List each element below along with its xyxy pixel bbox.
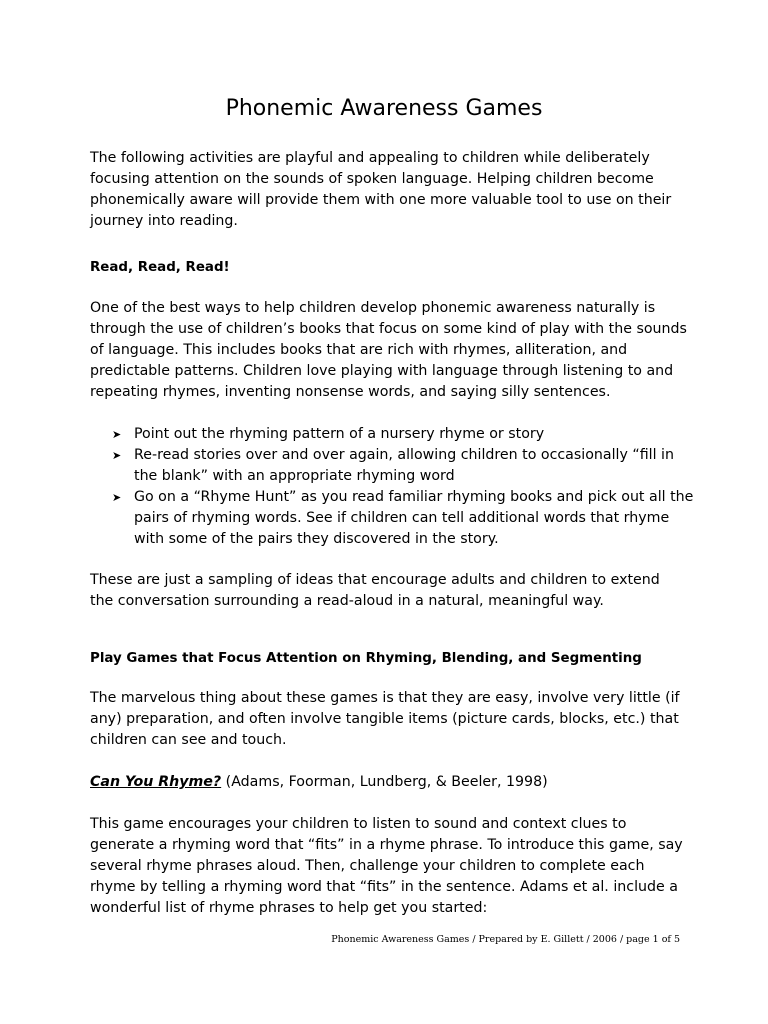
intro-line: focusing attention on the sounds of spoken language. Helping children become <box>90 171 654 187</box>
bullet-line: Go on a “Rhyme Hunt” as you read familiar rhyming books and pick out all the <box>134 489 694 505</box>
closing-paragraph <box>90 570 690 612</box>
arrowhead-bullet-icon: ➤ <box>112 428 122 441</box>
read-line: predictable patterns. Children love playing with language through listening to and <box>90 363 674 379</box>
bullet-line: pairs of rhyming words. See if children can tell additional words that rhyme <box>134 510 670 526</box>
games-paragraph <box>90 688 690 751</box>
page-footer: Phonemic Awareness Games / Prepared by E. Gillett / 2006 / page 1 of 5 <box>331 934 680 945</box>
games-line: any) preparation, and often involve tangible items (picture cards, blocks, etc.) that <box>90 711 679 727</box>
read-line: through the use of children’s books that focus on some kind of play with the sounds <box>90 321 687 337</box>
list-item <box>90 487 694 550</box>
section-heading-read: Read, Read, Read! <box>90 260 230 275</box>
arrowhead-bullet-icon: ➤ <box>112 449 122 462</box>
closing-line: the conversation surrounding a read-aloud in a natural, meaningful way. <box>90 593 604 609</box>
game-line: This game encourages your children to listen to sound and context clues to <box>90 816 627 832</box>
games-line: children can see and touch. <box>90 732 287 748</box>
game-paragraph <box>90 814 690 919</box>
bullet-line: the blank” with an appropriate rhyming word <box>134 468 455 484</box>
game-citation: (Adams, Foorman, Lundberg, & Beeler, 1998) <box>221 774 548 790</box>
bullet-line: Point out the rhyming pattern of a nursery rhyme or story <box>134 426 545 442</box>
read-paragraph <box>90 298 690 403</box>
intro-line: The following activities are playful and appealing to children while deliberately <box>90 150 650 166</box>
game-line: several rhyme phrases aloud. Then, challenge your children to complete each <box>90 858 645 874</box>
list-item <box>90 424 690 445</box>
read-line: One of the best ways to help children develop phonemic awareness naturally is <box>90 300 656 316</box>
list-item <box>90 445 690 487</box>
game-heading <box>90 772 690 793</box>
intro-paragraph <box>90 148 690 232</box>
activity-bullet-list <box>90 424 694 550</box>
intro-line: journey into reading. <box>90 213 238 229</box>
bullet-line: with some of the pairs they discovered in the story. <box>134 531 499 547</box>
arrowhead-bullet-icon: ➤ <box>112 491 122 504</box>
closing-line: These are just a sampling of ideas that encourage adults and children to extend <box>90 572 660 588</box>
game-title: Can You Rhyme? <box>90 774 222 790</box>
game-line: wonderful list of rhyme phrases to help get you started: <box>90 900 488 916</box>
read-line: repeating rhymes, inventing nonsense words, and saying silly sentences. <box>90 384 611 400</box>
document-title: Phonemic Awareness Games <box>225 96 543 121</box>
game-line: rhyme by telling a rhyming word that “fits” in the sentence. Adams et al. include a <box>90 879 678 895</box>
games-line: The marvelous thing about these games is that they are easy, involve very little (if <box>90 690 680 706</box>
game-line: generate a rhyming word that “fits” in a rhyme phrase. To introduce this game, say <box>90 837 683 853</box>
bullet-line: Re-read stories over and over again, allowing children to occasionally “fill in <box>134 447 674 463</box>
intro-line: phonemically aware will provide them with one more valuable tool to use on their <box>90 192 672 208</box>
read-line: of language. This includes books that are rich with rhymes, alliteration, and <box>90 342 628 358</box>
section-heading-games: Play Games that Focus Attention on Rhyming, Blending, and Segmenting <box>90 651 642 666</box>
